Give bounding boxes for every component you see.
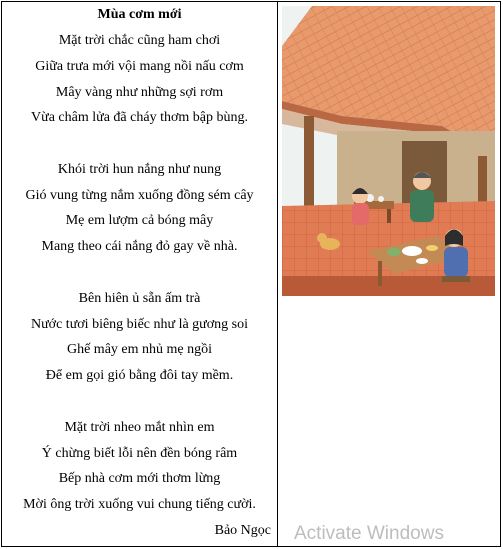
poem-line: Mặt trời chắc cũng ham chơi <box>58 33 221 48</box>
activate-windows-watermark: Activate Windows <box>294 523 444 544</box>
poem-line: Mang theo cái nắng đỏ gay về nhà. <box>41 239 238 254</box>
image-cell <box>278 2 500 546</box>
poem-line: Khói trời hun nắng như nung <box>57 162 222 177</box>
poem-line: Mời ông trời xuống vui chung tiếng cười. <box>23 497 256 512</box>
poem-line: Gió vung từng nắm xuống đồng sém cây <box>25 188 254 203</box>
poem-cell <box>2 2 277 546</box>
poem-line: Ghế mây em nhủ mẹ ngồi <box>66 342 213 357</box>
poem-line: Nước tươi biêng biếc như là gương soi <box>30 317 249 332</box>
poem-line: Bên hiên ủ sẵn ấm trà <box>78 291 201 306</box>
poem-line: Để em gọi gió bằng đôi tay mềm. <box>45 368 234 383</box>
poem-line: Mặt trời nheo mắt nhìn em <box>64 420 215 435</box>
poem-line: Mây vàng như những sợi rơm <box>55 85 224 100</box>
poem-title: Mùa cơm mới <box>97 7 182 22</box>
family-meal-illustration <box>282 6 495 296</box>
poem-line: Bếp nhà cơm mới thơm lừng <box>58 471 221 486</box>
poem-line: Giữa trưa mới vội mang nồi nấu cơm <box>35 59 244 74</box>
poem-line: Mẹ em lượm cả bóng mây <box>65 213 214 228</box>
poem-author: Bảo Ngọc <box>214 523 271 538</box>
poem-table <box>1 1 501 547</box>
poem-line: Ý chừng biết lỗi nên đền bóng râm <box>41 446 238 461</box>
poem-line: Vừa châm lửa đã cháy thơm bập bùng. <box>31 110 248 125</box>
